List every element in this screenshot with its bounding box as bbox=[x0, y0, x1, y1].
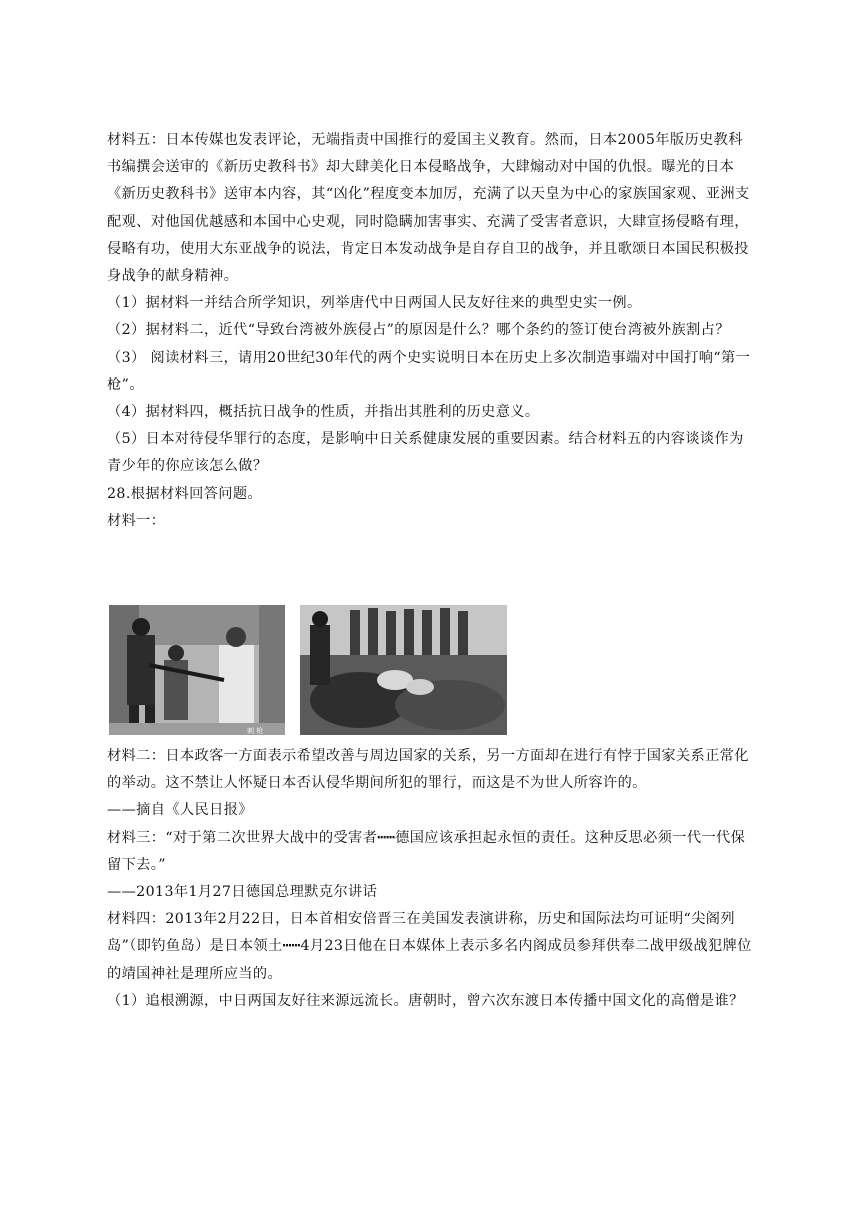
material-two-source: ——摘自《人民日报》 bbox=[107, 802, 253, 819]
question-4: （4）据材料四，概括抗日战争的性质，并指出其胜利的历史意义。 bbox=[107, 404, 540, 421]
material-five-paragraph: 材料五：日本传媒也发表评论，无端指责中国推行的爱国主义教育。然而，日本2005年版历史教科书编撰会送审的《新历史教科书》却大肆美化日本侵略战争，大肆煽动对中国的仇恨。曝光的日本《新历史教科书》送审本内容，其“凶化”程度变本加厉，充满了以天皇为中心的家族国家观、亚洲支配观、对他国优越感和本国中心史观，同时隐瞒加害事实、充满了受害者意识，大肆宣扬侵略有理，侵略有功，使用大东亚战争的说法，肯定日本发动战争是自存自卫的战争，并且歌颂日本国民积极投身战争的献身精神。 bbox=[107, 132, 750, 285]
question-5: （5）日本对待侵华罪行的态度，是影响中日关系健康发展的重要因素。结合材料五的内容谈谈作为青少年的你应该怎么做？ bbox=[107, 431, 744, 475]
photo-caption: 刺 枪 bbox=[247, 727, 264, 735]
bayonet-photo bbox=[109, 605, 285, 735]
bottom-text-block bbox=[107, 743, 755, 1015]
material-one-label: 材料一： bbox=[107, 512, 166, 529]
top-text-block bbox=[107, 127, 755, 535]
material-three-source: ——2013年1月27日德国总理默克尔讲话 bbox=[107, 884, 378, 901]
question-28-heading: 28.根据材料回答问题。 bbox=[107, 485, 263, 502]
question-3: （3） 阅读材料三，请用20世纪30年代的两个史实说明日本在历史上多次制造事端对中国打响“第一枪”。 bbox=[107, 349, 751, 393]
question-28-1: （1）追根溯源，中日两国友好往来源远流长。唐朝时，曾六次东渡日本传播中国文化的高僧是谁？ bbox=[107, 992, 744, 1009]
question-2: （2）据材料二，近代“导致台湾被外族侵占”的原因是什么？哪个条约的签订使台湾被外族割占？ bbox=[107, 322, 730, 339]
material-four-paragraph: 材料四：2013年2月22日，日本首相安倍晋三在美国发表演讲称，历史和国际法均可证明“尖阁列岛”（即钓鱼岛）是日本领土┅┅4月23日他在日本媒体上表示多名内阁成员参拜供奉二战甲级战犯牌位的靖国神社是理所应当的。 bbox=[107, 911, 752, 982]
question-1: （1）据材料一并结合所学知识，列举唐代中日两国人民友好往来的典型史实一例。 bbox=[107, 295, 642, 312]
material-three-paragraph: 材料三：“对于第二次世界大战中的受害者┅┅德国应该承担起永恒的责任。这种反思必须一代一代保留下去。” bbox=[107, 829, 746, 873]
burial-photo bbox=[300, 605, 507, 735]
material-two-paragraph: 材料二：日本政客一方面表示希望改善与周边国家的关系，另一方面却在进行有悖于国家关系正常化的举动。这不禁让人怀疑日本否认侵华期间所犯的罪行，而这是不为世人所容许的。 bbox=[107, 748, 749, 792]
